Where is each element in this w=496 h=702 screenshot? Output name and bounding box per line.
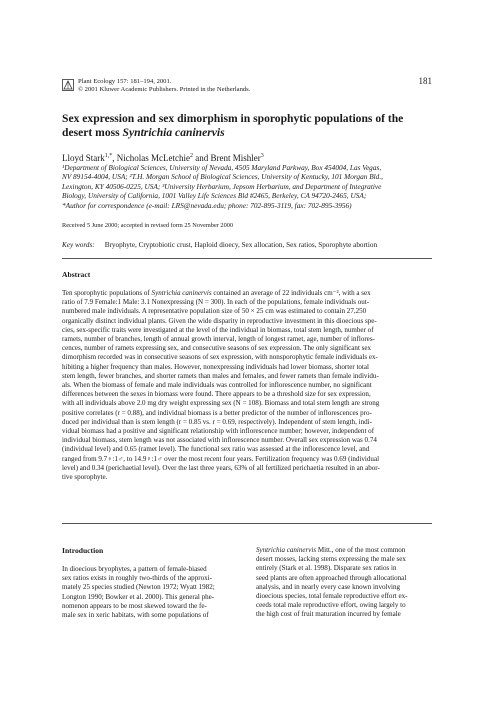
author-list: Lloyd Stark$^{1,*}$, Nicholas McLetchie$^2$ and Brent Mishler$^3$ <box>62 153 264 163</box>
body-line: ceeds total male reproductive effort, owing largely to <box>256 601 406 610</box>
affiliation-line: *Author for correspondence (e-mail: LRS@nevada.edu; phone: 702-895-3119, fax: 702-895-3956) <box>62 200 352 210</box>
body-line: nomenon appears to be most skewed toward the fe- <box>62 601 207 610</box>
affiliation-line: Lexington, KY 40506-0225, USA; ³University Herbarium, Jepsom Herbarium, and Department of Integrative <box>62 181 382 191</box>
copyright-notice: © 2001 Kluwer Academic Publishers. Printed in the Netherlands. <box>78 86 251 94</box>
keywords <box>62 241 438 250</box>
body-line: desert mosses, lacking stems expressing the male sex <box>256 555 406 564</box>
abstract-line: dimorphism recorded was in consecutive seasons of sex expression, with nonsporophytic female individuals ex- <box>62 353 378 362</box>
received-dates: Received 5 June 2000; accepted in revised form 25 November 2000 <box>62 222 234 229</box>
abstract-line: ramets, number of branches, length of annual growth interval, length of longest ramet, age, number of inflores- <box>62 335 375 344</box>
introduction-column-right <box>256 546 433 620</box>
species-name: Syntrichia caninervis <box>256 546 317 554</box>
abstract-line: tive sporophyte. <box>62 473 108 482</box>
abstract-line: ranged from 9.7♀:1♂, to 14.9♀:1♂ over the most recent four years. Fertilization frequency was 0.69 (individual <box>62 454 380 463</box>
article-title <box>62 112 442 139</box>
body-line: analysis, and in nearly every case known involving <box>256 582 401 591</box>
body-line: dioecious species, total female reproductive effort ex- <box>256 592 408 601</box>
body-line: the high cost of fruit maturation incurred by female <box>256 610 401 619</box>
affiliation-line: NV 89154-4004, USA; ²T.H. Morgan School of Biological Sciences, University of Kentucky, 101 Morgan Bld., <box>62 172 383 182</box>
abstract-line: als. When the biomass of female and male individuals was controlled for inflorescence number, no significant <box>62 381 372 390</box>
keywords-text: Bryophyte, Cryptobiotic crust, Haploid dioecy, Sex allocation, Sex ratios, Sporophyte abortion <box>104 241 378 249</box>
body-line: Longton 1990; Bowker et al. 2000). This general phe- <box>62 592 215 601</box>
body-line: mately 25 species studied (Newton 1972; Wyatt 1982; <box>62 583 215 592</box>
abstract-line: vidual biomass had a positive and significant relationship with inflorescence number; however, independent of <box>62 427 375 436</box>
journal-citation: Plant Ecology 157: 181–194, 2001. <box>78 78 172 85</box>
abstract-line: positive correlates (r = 0.88), and individual biomass is a better predictor of the number of inflorescences pro- <box>62 408 372 417</box>
divider <box>62 258 432 259</box>
body-line: male sex in xeric habitats, with some populations of <box>62 611 209 620</box>
body-line: Syntrichia caninervis Mitt., one of the most common <box>256 546 406 554</box>
author-affiliations <box>62 163 438 210</box>
abstract-line: numbered male individuals. A representative population size of 50 × 25 cm was estimated to contain 27,250 <box>62 307 367 316</box>
affiliation-line: Biology, University of California, 1001 Valley Life Sciences Bld #2465, Berkeley, CA 94720-2465, USA; <box>62 191 367 201</box>
abstract-line: cences, number of ramets expressing sex, and consecutive seasons of sex expression. The only significant sex <box>62 344 372 353</box>
keywords-label: Key words: <box>62 241 95 249</box>
body-line: In dioecious bryophytes, a pattern of female-biased <box>62 565 207 573</box>
introduction-heading: Introduction <box>62 546 104 555</box>
abstract-body <box>62 289 432 482</box>
abstract-line: cies, sex-specific traits were investigated at the level of the individual in biomass, total stem length, number of <box>62 325 374 334</box>
introduction-column-left <box>62 565 239 620</box>
abstract-line: Ten sporophytic populations of Syntrichia caninervis contained an average of 22 individuals cm⁻², with a sex <box>62 289 371 297</box>
species-name: Syntrichia caninervis <box>151 289 212 297</box>
abstract-line: differences between the sexes in biomass were found. There appears to be a threshold size for sex expression, <box>62 390 371 399</box>
journal-header <box>62 78 250 95</box>
abstract-line: ratio of 7.9 Female:1 Male: 3.1 Nonexpressing (N = 300). In each of the populations, female individuals out- <box>62 298 370 307</box>
abstract-line: individual biomass, stem length was not associated with inflorescence number. Overall sex expression was 0.74 <box>62 436 377 445</box>
body-line: sex ratios exists in roughly two-thirds of the approxi- <box>62 574 212 583</box>
body-line: entirely (Stark et al. 1998). Disparate sex ratios in <box>256 564 397 573</box>
abstract-line: with all individuals above 2.0 mg dry weight expressing sex (N = 108). Biomass and total stem length are strong <box>62 399 380 408</box>
abstract-line: stem length, fewer branches, and shorter ramets than males and females, and fewer ramets than female individu- <box>62 371 379 380</box>
body-line: seed plants are often approached through allocational <box>256 573 407 582</box>
divider <box>62 523 432 524</box>
abstract-line: hibiting a higher frequency than males. However, nonexpressing individuals had lower biomass, shorter total <box>62 362 369 371</box>
species-name: Syntrichia caninervis <box>122 125 225 139</box>
abstract-line: level) and 0.34 (perichaetial level). Over the last three years, 63% of all fertilized perichaetia resulted in an abor- <box>62 463 380 472</box>
page-number: 181 <box>418 76 432 86</box>
title-line-1: Sex expression and sex dimorphism in sporophytic populations of the <box>62 112 404 125</box>
title-line-2: desert moss Syntrichia caninervis <box>62 125 225 139</box>
abstract-line: organically distinct individual plants. Given the wide disparity in reproductive investment in this dioecious spe- <box>62 316 377 325</box>
abstract-line: duced per individual than is stem length (r = 0.85 vs. r = 0.69, respectively). Independent of stem length, indi- <box>62 417 372 426</box>
publisher-logo-icon <box>62 79 74 91</box>
abstract-heading: Abstract <box>62 270 91 279</box>
abstract-line: (individual level) and 0.65 (ramet level). The functional sex ratio was assessed at the inflorescence level, and <box>62 445 370 454</box>
affiliation-line: ¹Department of Biological Sciences, University of Nevada, 4505 Maryland Parkway, Box 454004, Las Vegas, <box>62 163 382 172</box>
